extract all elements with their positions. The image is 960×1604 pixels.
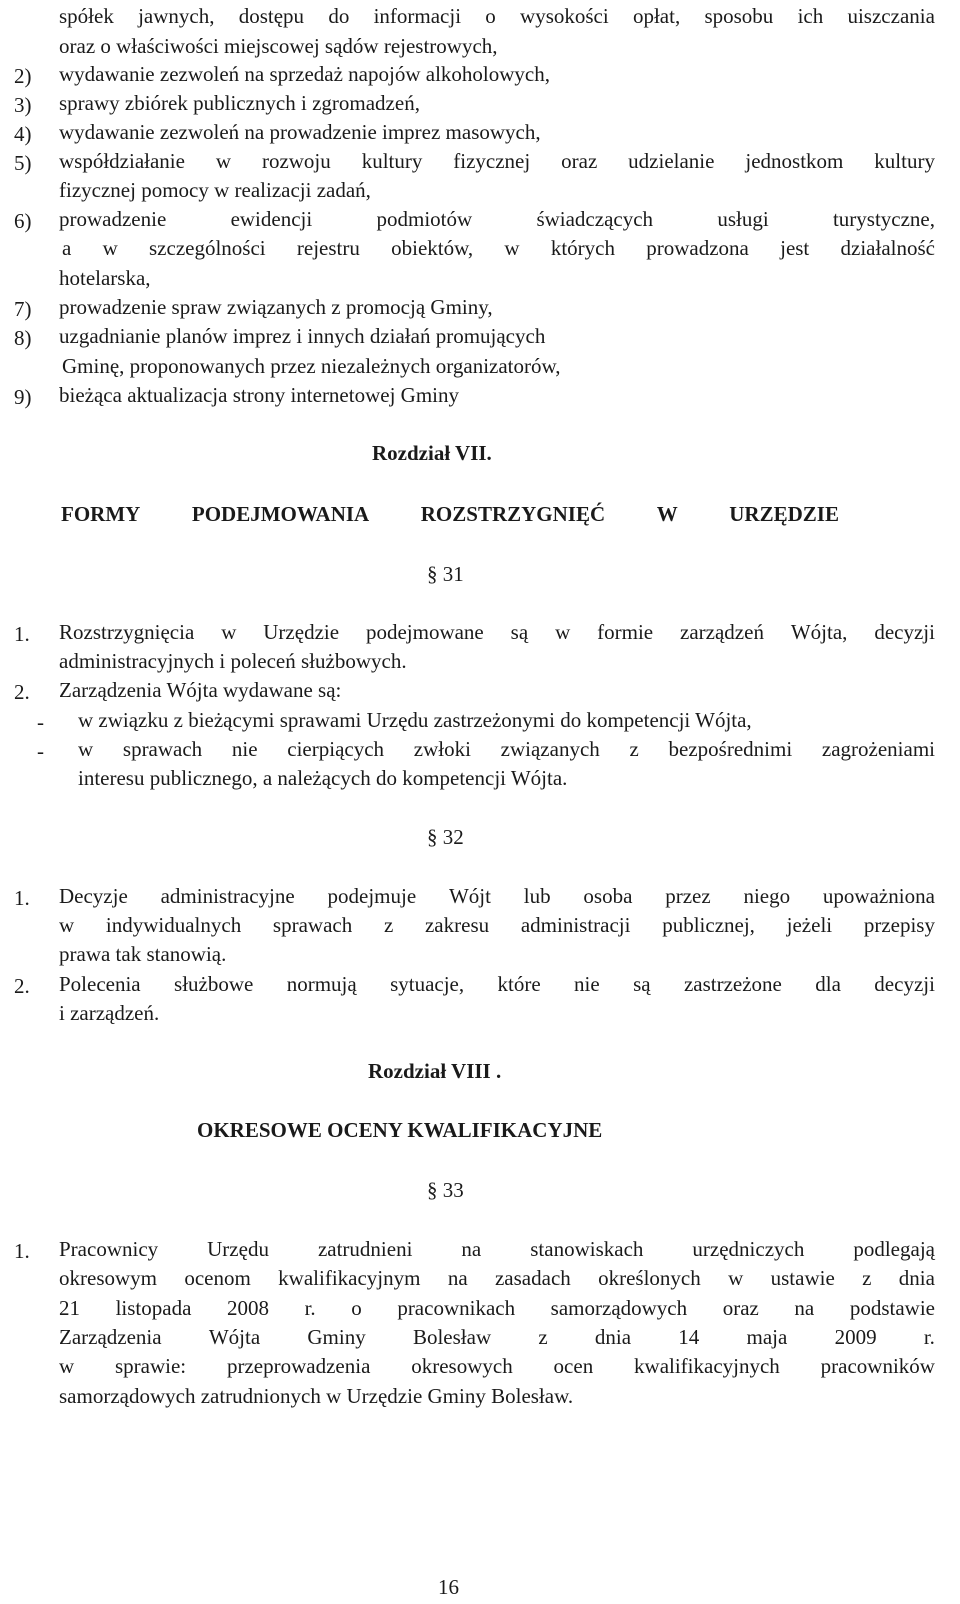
list-item-text: wydawanie zezwoleń na sprzedaż napojów alkoholowych, [59, 62, 550, 86]
list-item-text: wydawanie zezwoleń na prowadzenie imprez masowych, [59, 120, 541, 144]
paragraph-text: Zarządzenia Wójta Gminy Bolesław z dnia 14 maja 2009 r. [59, 1325, 935, 1349]
paragraph-text: Polecenia służbowe normują sytuacje, które nie są zastrzeżone dla decyzji [59, 972, 935, 996]
paragraph-text: w indywidualnych sprawach z zakresu administracji publicznej, jeżeli przepisy [59, 913, 935, 937]
text-line: oraz o właściwości miejscowej sądów rejestrowych, [59, 34, 498, 58]
list-number: 9) [14, 385, 32, 409]
section-sign: § 32 [427, 825, 464, 849]
dash-bullet: - [37, 710, 44, 734]
list-item-text: Gminę, proponowanych przez niezależnych organizatorów, [62, 354, 561, 378]
list-item-text: bieżąca aktualizacja strony internetowej Gminy [59, 383, 459, 407]
paragraph-text: Decyzje administracyjne podejmuje Wójt lub osoba przez niego upoważniona [59, 884, 935, 908]
list-item-text: uzgadnianie planów imprez i innych działań promujących [59, 324, 546, 348]
paragraph-number: 1. [14, 1239, 30, 1263]
paragraph-text: i zarządzeń. [59, 1001, 160, 1025]
chapter-title: Rozdział VII. [372, 441, 492, 465]
chapter-heading: FORMY PODEJMOWANIA ROZSTRZYGNIĘĆ W URZĘDZIE [61, 502, 839, 526]
list-number: 3) [14, 93, 32, 117]
paragraph-text: 21 listopada 2008 r. o pracownikach samorządowych oraz na podstawie [59, 1296, 935, 1320]
section-sign: § 33 [427, 1178, 464, 1202]
dash-bullet: - [37, 739, 44, 763]
bullet-text: interesu publicznego, a należących do kompetencji Wójta. [78, 766, 568, 790]
list-number: 6) [14, 209, 32, 233]
paragraph-text: samorządowych zatrudnionych w Urzędzie Gminy Bolesław. [59, 1384, 574, 1408]
paragraph-text: Rozstrzygnięcia w Urzędzie podejmowane są w formie zarządzeń Wójta, decyzji [59, 620, 935, 644]
chapter-heading: OKRESOWE OCENY KWALIFIKACYJNE [197, 1118, 603, 1142]
list-number: 4) [14, 122, 32, 146]
paragraph-number: 1. [14, 622, 30, 646]
paragraph-text: Pracownicy Urzędu zatrudnieni na stanowiskach urzędniczych podlegają [59, 1237, 935, 1261]
list-item-text: hotelarska, [59, 266, 151, 290]
section-sign: § 31 [427, 562, 464, 586]
list-number: 2) [14, 64, 32, 88]
list-number: 7) [14, 297, 32, 321]
paragraph-text: prawa tak stanowią. [59, 942, 227, 966]
list-item-text: prowadzenie spraw związanych z promocją Gminy, [59, 295, 493, 319]
paragraph-text: Zarządzenia Wójta wydawane są: [59, 678, 342, 702]
list-item-text: fizycznej pomocy w realizacji zadań, [59, 178, 371, 202]
list-number: 5) [14, 151, 32, 175]
chapter-title: Rozdział VIII . [368, 1059, 502, 1083]
paragraph-text: administracyjnych i poleceń służbowych. [59, 649, 407, 673]
list-item-text: sprawy zbiórek publicznych i zgromadzeń, [59, 91, 420, 115]
paragraph-number: 2. [14, 974, 30, 998]
page-number: 16 [438, 1575, 459, 1599]
bullet-text: w sprawach nie cierpiących zwłoki związanych z bezpośrednimi zagrożeniami [78, 737, 935, 761]
paragraph-text: okresowym ocenom kwalifikacyjnym na zasadach określonych w ustawie z dnia [59, 1266, 935, 1290]
paragraph-number: 1. [14, 886, 30, 910]
text-line: spółek jawnych, dostępu do informacji o wysokości opłat, sposobu ich uiszczania [59, 4, 935, 28]
paragraph-text: w sprawie: przeprowadzenia okresowych ocen kwalifikacyjnych pracowników [59, 1354, 935, 1378]
list-number: 8) [14, 326, 32, 350]
list-item-text: a w szczególności rejestru obiektów, w których prowadzona jest działalność [62, 236, 935, 260]
paragraph-number: 2. [14, 680, 30, 704]
list-item-text: współdziałanie w rozwoju kultury fizycznej oraz udzielanie jednostkom kultury [59, 149, 935, 173]
list-item-text: prowadzenie ewidencji podmiotów świadczących usługi turystyczne, [59, 207, 935, 231]
bullet-text: w związku z bieżącymi sprawami Urzędu zastrzeżonymi do kompetencji Wójta, [78, 708, 752, 732]
